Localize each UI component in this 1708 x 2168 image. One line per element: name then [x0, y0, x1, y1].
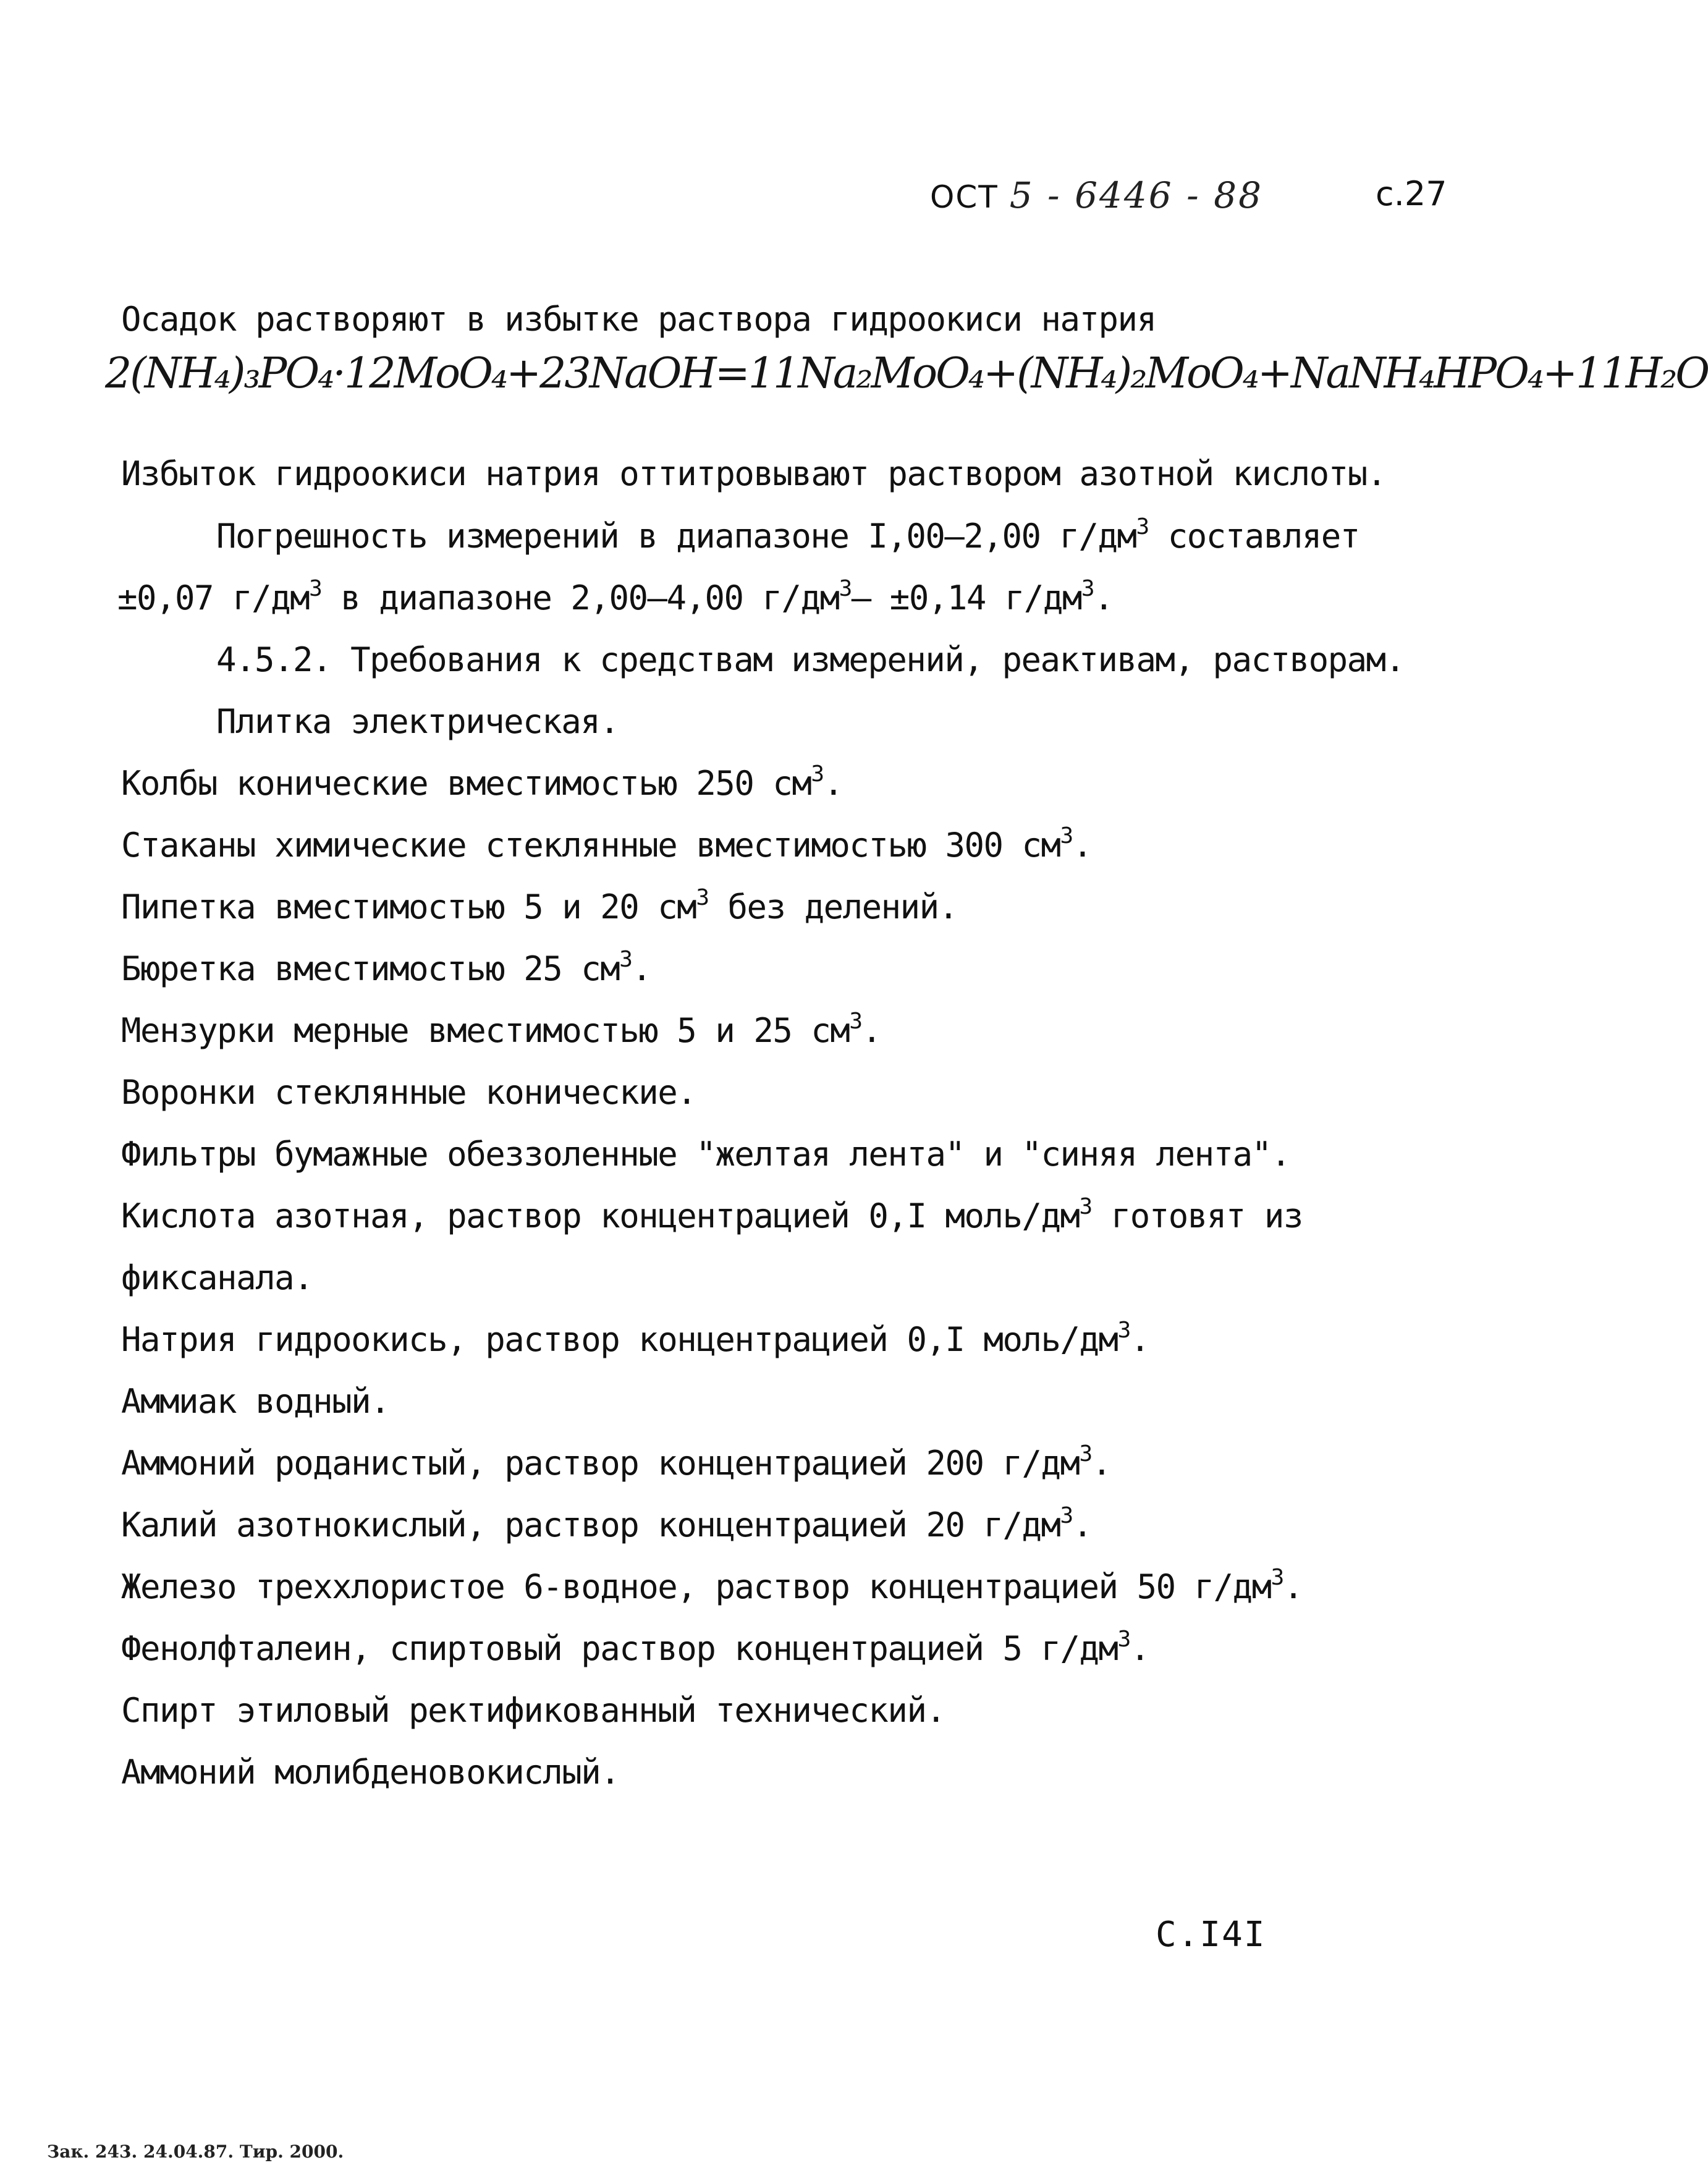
- list-item: Воронки стеклянные конические.: [121, 1073, 696, 1112]
- standard-prefix: ОСТ: [930, 179, 999, 215]
- list-item: Спирт этиловый ректификованный технический.: [121, 1691, 945, 1730]
- list-item: Мензурки мерные вместимостью 5 и 25 $см^3$.: [121, 1009, 881, 1050]
- list-item: Стаканы химические стеклянные вместимостью 300 $см^3$.: [121, 823, 1092, 865]
- header-page-number: с.27: [1376, 174, 1447, 213]
- chemical-equation: 2(NH₄)₃PO₄·12MoO₄+23NaOH=11Na₂MoO₄+(NH₄)₂MoO₄+NaNH₄HPO₄+11H₂O: [105, 349, 1708, 398]
- list-item: Фенолфталеин, спиртовый раствор концентрацией 5 $г/дм^3$.: [121, 1627, 1149, 1668]
- list-item: Натрия гидроокись, раствор концентрацией 0,I моль/$дм^3$.: [121, 1318, 1149, 1359]
- superscript: 3: [1136, 514, 1149, 540]
- standard-code: [930, 174, 1263, 216]
- list-item: Аммиак водный.: [121, 1382, 390, 1421]
- error-range-1: Погрешность измерений в диапазоне I,00–2,00 г/дм: [216, 517, 1136, 556]
- list-item: Железо треххлористое 6-водное, раствор концентрацией 50 $г/дм^3$.: [121, 1565, 1303, 1606]
- text-line-titration: Избыток гидроокиси натрия оттитровывают раствором азотной кислоты.: [121, 454, 1386, 493]
- list-item: Пипетка вместимостью 5 и 20 $см^3$ без делений.: [121, 885, 958, 926]
- list-item: Фильтры бумажные обеззоленные "желтая лента" и "синяя лента".: [121, 1135, 1290, 1174]
- list-item: Аммоний роданистый, раствор концентрацией 200 $г/дм^3$.: [121, 1441, 1111, 1483]
- list-item: Калий азотнокислый, раствор концентрацией 20 $г/дм^3$.: [121, 1503, 1092, 1544]
- text-line-error-1: Погрешность измерений в диапазоне I,00–2,00 $г/дм^3$ составляет: [216, 514, 1359, 556]
- list-item: Аммоний молибденовокислый.: [121, 1753, 620, 1792]
- section-heading-4-5-2: 4.5.2. Требования к средствам измерений, реактивам, растворам.: [216, 640, 1405, 679]
- list-item: Плитка электрическая.: [216, 702, 619, 741]
- standard-number-handwritten: 5 - 6446 - 88: [1009, 174, 1263, 216]
- footer-page-number: С.I4I: [1156, 1915, 1266, 1955]
- list-item-continuation: фиксанала.: [121, 1258, 313, 1297]
- text-line-error-2: ±0,07 $г/дм^3$ в диапазоне 2,00–4,00 $г/дм^3— \pm 0,14$ $г/дм^3$.: [117, 576, 1114, 617]
- text-line-precipitate: Осадок растворяют в избытке раствора гидроокиси натрия: [121, 300, 1156, 339]
- list-item: Колбы конические вместимостью 250 $см^3$.: [121, 761, 843, 803]
- print-info: Зак. 243. 24.04.87. Тир. 2000.: [47, 2141, 344, 2162]
- list-item: Бюретка вместимостью 25 $см^3$.: [121, 947, 651, 988]
- list-item: Кислота азотная, раствор концентрацией 0,I моль/$дм^3$ готовят из: [121, 1194, 1303, 1235]
